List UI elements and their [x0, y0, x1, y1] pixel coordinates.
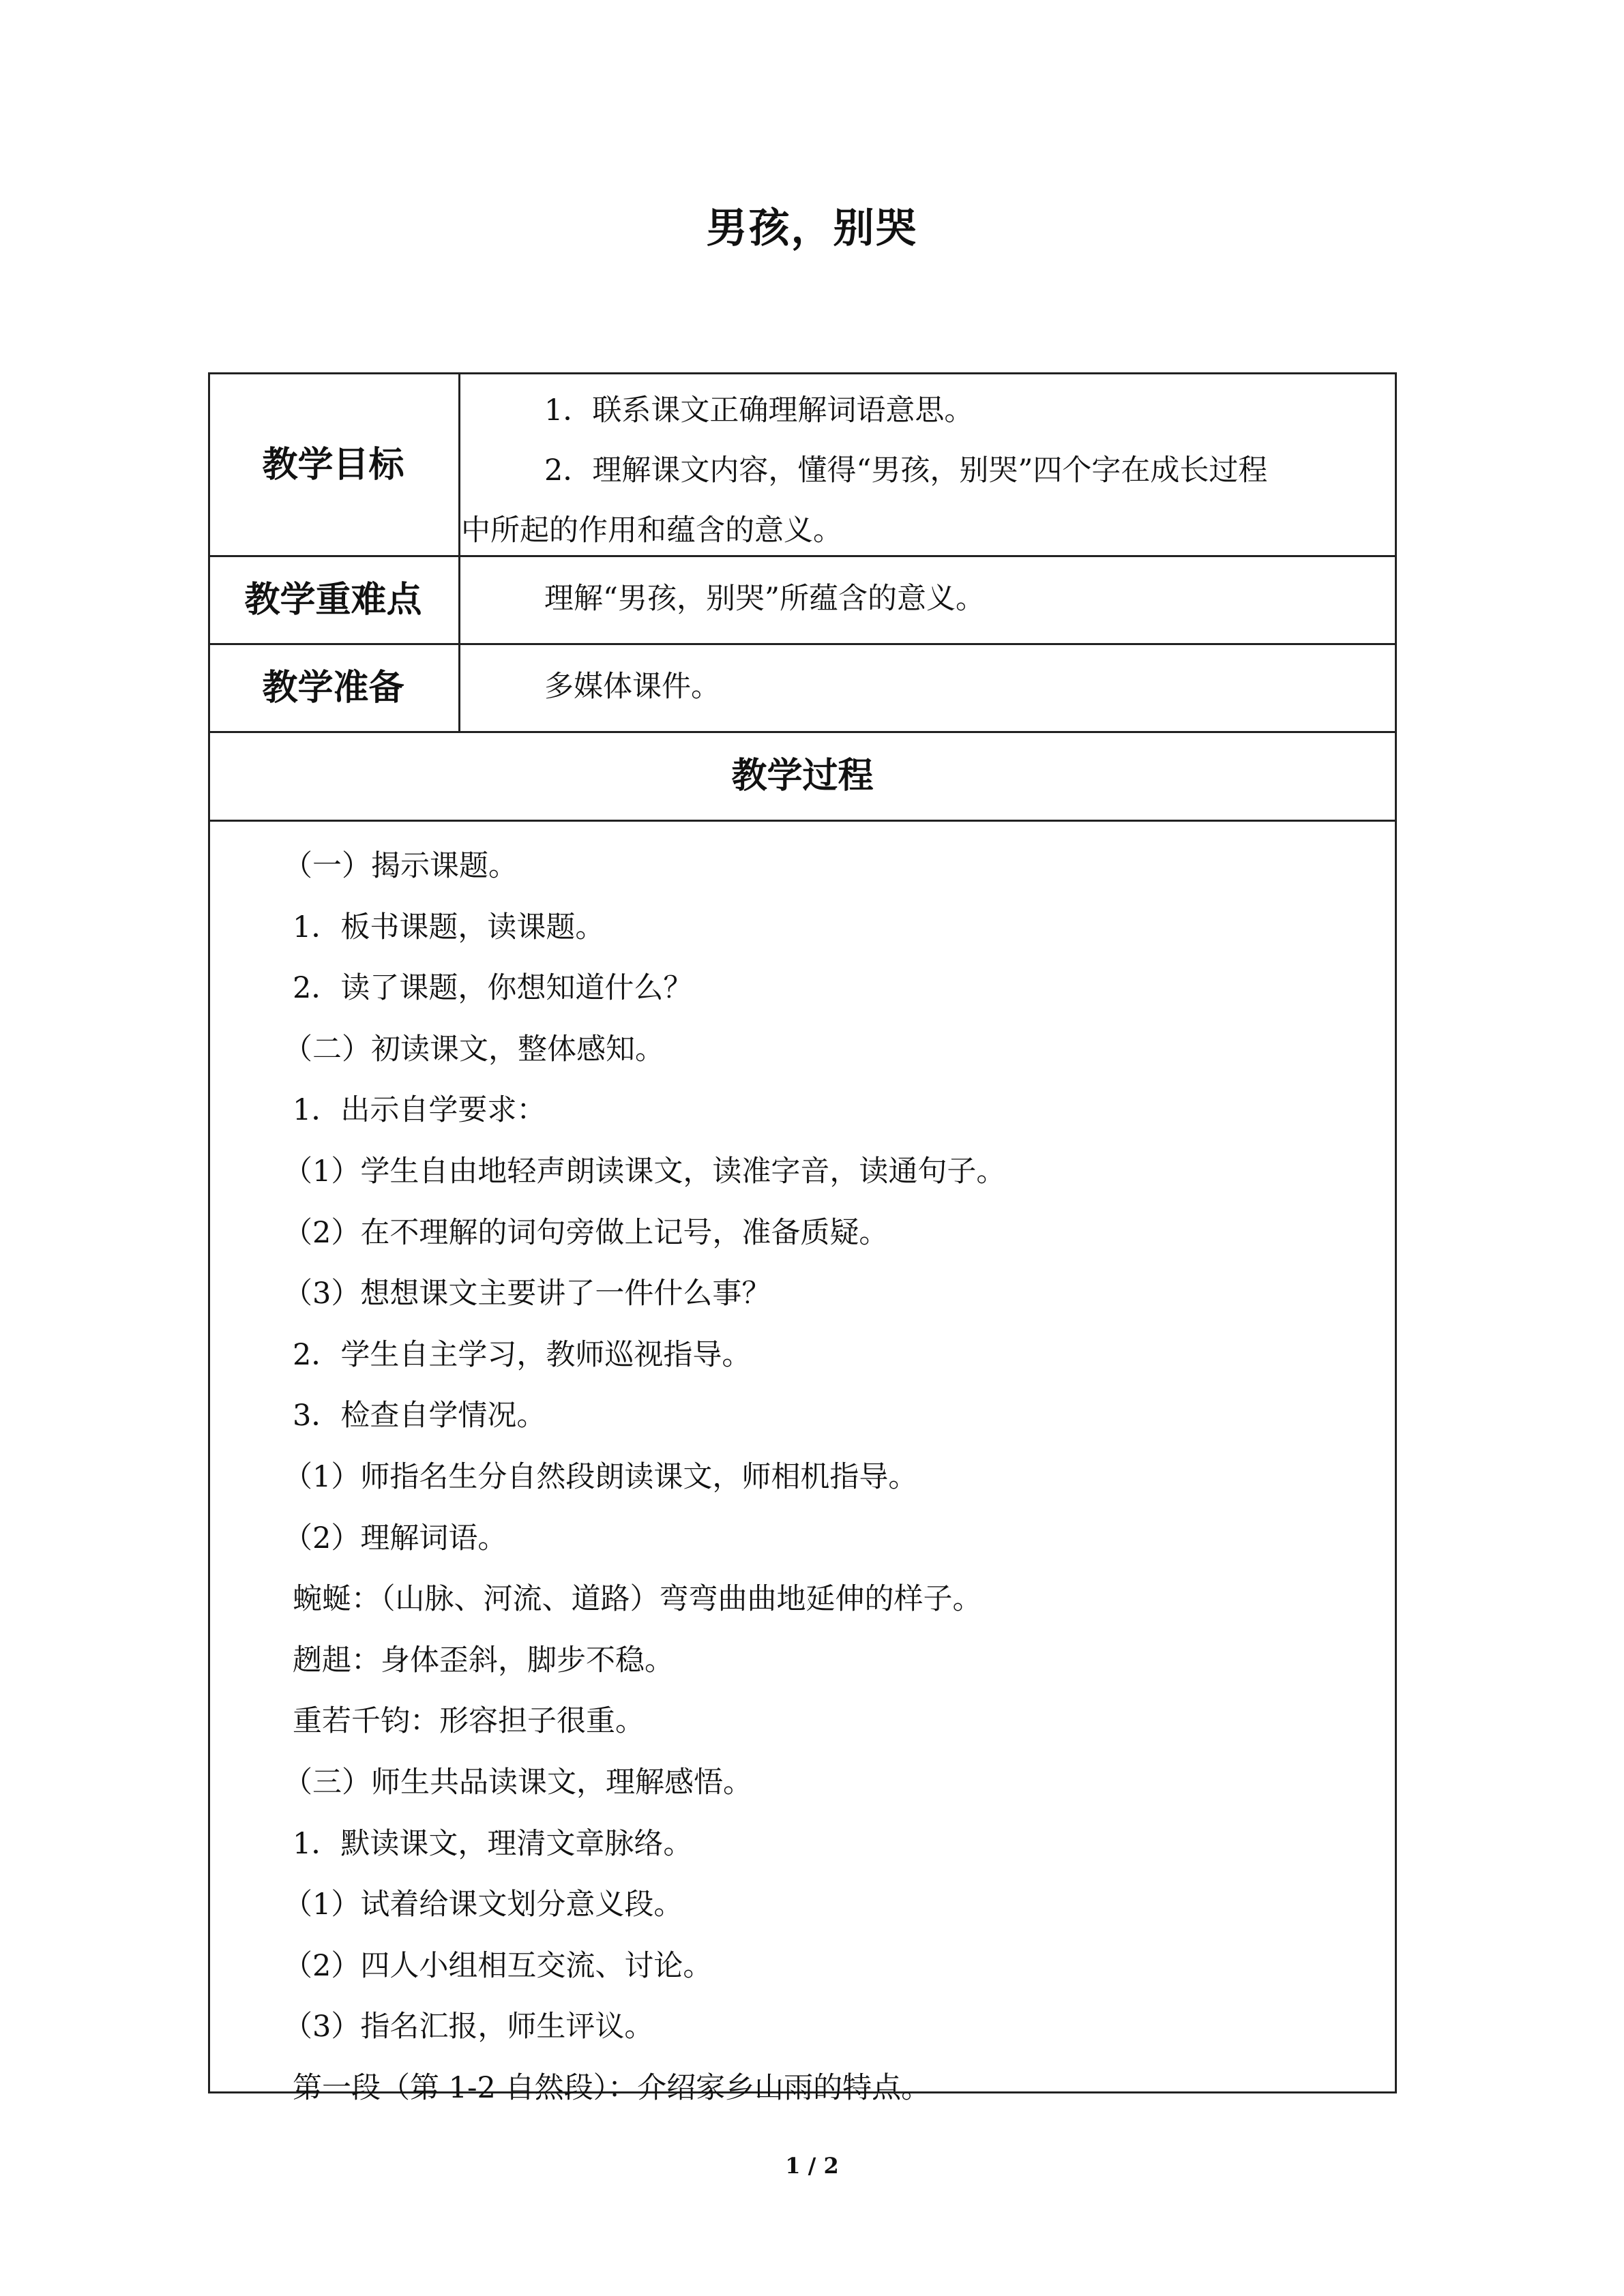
process-line: 1．板书课题，读课题。	[293, 910, 605, 944]
table-border-left	[208, 372, 210, 2093]
key-points-label: 教学重难点	[244, 580, 422, 621]
process-line: 2．学生自主学习，教师巡视指导。	[293, 1337, 752, 1372]
process-line: 重若千钧：形容担子很重。	[293, 1704, 645, 1739]
process-line: （二）初读课文，整体感知。	[283, 1032, 664, 1067]
row-divider	[208, 820, 1397, 822]
lesson-plan-table	[208, 372, 1397, 2105]
process-line: （一）揭示课题。	[283, 849, 518, 883]
preparation-label: 教学准备	[262, 668, 404, 709]
process-line: 3．检查自学情况。	[293, 1399, 546, 1433]
process-line: （1）学生自由地轻声朗读课文，读准字音，读通句子。	[283, 1154, 1006, 1189]
key-points-text: 理解“男孩，别哭”所蕴含的意义。	[544, 582, 985, 616]
process-line: （三）师生共品读课文，理解感悟。	[283, 1765, 752, 1800]
objective-line: 2．理解课文内容，懂得“男孩，别哭”四个字在成长过程	[544, 453, 1268, 488]
process-line: （3）想想课文主要讲了一件什么事？	[283, 1277, 771, 1311]
process-line: 1．出示自学要求：	[293, 1093, 546, 1128]
row-divider	[208, 643, 1397, 645]
label-column-divider	[458, 372, 460, 731]
process-line: 第一段（第 1-2 自然段）：介绍家乡山雨的特点。	[293, 2070, 931, 2105]
process-line: 趔趄：身体歪斜，脚步不稳。	[293, 1643, 674, 1678]
preparation-text: 多媒体课件。	[544, 670, 720, 704]
process-line: （1）师指名生分自然段朗读课文，师相机指导。	[283, 1459, 918, 1494]
process-line: （3）指名汇报，师生评议。	[283, 2010, 654, 2044]
page-number: 1 / 2	[785, 2153, 839, 2179]
objective-line: 中所起的作用和蕴含的意义。	[461, 513, 842, 548]
process-line: 2．读了课题，你想知道什么？	[293, 971, 693, 1006]
preparation-content	[476, 657, 1383, 717]
row-divider	[208, 731, 1397, 733]
process-line: （2）四人小组相互交流、讨论。	[283, 1948, 713, 1983]
process-line: （2）在不理解的词句旁做上记号，准备质疑。	[283, 1215, 889, 1250]
objectives-content	[461, 381, 1383, 561]
process-line: 1．默读课文，理清文章脉络。	[293, 1826, 693, 1861]
process-content	[283, 836, 1370, 2119]
process-line: 蜿蜒：（山脉、河流、道路）弯弯曲曲地延伸的样子。	[293, 1582, 982, 1617]
process-line: （1）试着给课文划分意义段。	[283, 1888, 683, 1922]
process-label: 教学过程	[731, 756, 874, 796]
document-title: 男孩，别哭	[706, 205, 918, 252]
table-border-top	[208, 372, 1397, 374]
objective-line: 1．联系课文正确理解词语意思。	[544, 393, 974, 428]
key-points-content	[476, 569, 1383, 629]
table-border-right	[1395, 372, 1397, 2093]
objectives-label: 教学目标	[262, 445, 404, 486]
process-line: （2）理解词语。	[283, 1521, 507, 1555]
